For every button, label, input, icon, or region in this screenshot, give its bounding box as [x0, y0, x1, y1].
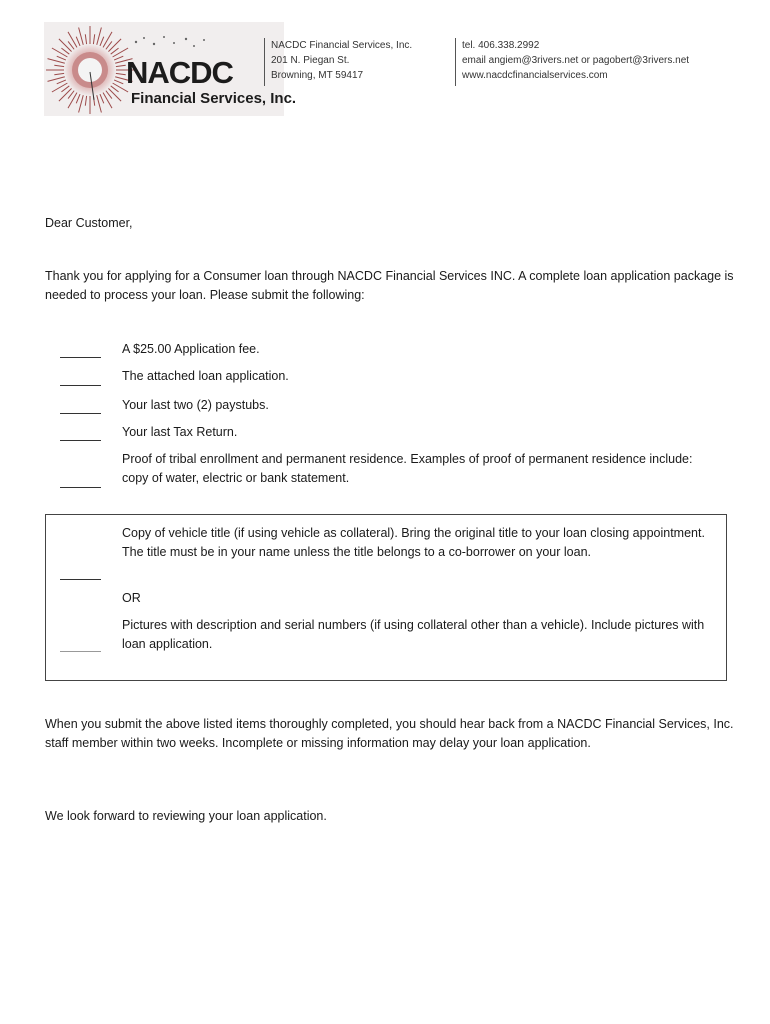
sunburst-ray: [68, 32, 77, 48]
checklist-item-tax-return: Your last Tax Return.: [122, 425, 238, 439]
sunburst-ray: [68, 93, 77, 109]
logo-name: NACDC: [126, 55, 233, 90]
company-logo: [44, 22, 297, 116]
address-line: Browning, MT 59417: [271, 70, 364, 81]
sunburst-ray: [114, 80, 123, 84]
sunburst-ray: [47, 59, 64, 64]
sunburst-ray: [103, 32, 112, 48]
checklist-blank: [60, 384, 101, 386]
sunburst-ray: [54, 73, 64, 74]
sunburst-ray: [52, 48, 68, 57]
checklist-blank: [60, 356, 101, 358]
sunburst-ray: [97, 95, 102, 112]
sunburst-ray: [57, 56, 66, 60]
sunburst-ray: [114, 56, 123, 60]
sunburst-ray: [85, 96, 86, 106]
sunburst-ray: [103, 93, 112, 109]
intro-paragraph: Thank you for applying for a Consumer loan through NACDC Financial Services INC. A complete loan application package is needed to process your loan. Please submit the following:: [45, 269, 734, 302]
email-line: email angiem@3rivers.net or pagobert@3rivers.net: [462, 55, 690, 66]
sunburst-ray: [47, 77, 64, 82]
address-block: [264, 38, 412, 86]
sunburst-ray: [59, 39, 72, 52]
sunburst-ray: [93, 34, 94, 44]
checklist-item-application: The attached loan application.: [122, 369, 289, 383]
sunburst-ray: [52, 83, 68, 92]
checklist-blank: [60, 650, 101, 652]
sunburst-ray: [68, 91, 74, 99]
sunburst-ray: [108, 88, 121, 101]
sunburst-ray: [111, 86, 119, 92]
checklist-blank: [60, 578, 101, 580]
checklist-blank: [60, 486, 101, 488]
sunburst-ray: [106, 41, 112, 49]
address-line: 201 N. Piegan St.: [271, 55, 350, 66]
sunburst-ray: [97, 27, 102, 44]
sunburst-ray: [61, 86, 69, 92]
sunburst-ray: [116, 73, 126, 74]
sunburst-ray: [116, 65, 126, 66]
closing-paragraph: When you submit the above listed items thoroughly completed, you should hear back from a NACDC Financial Services, Inc. staff member within two weeks. Incomplete or missing information may delay your loan application.: [45, 717, 734, 750]
collateral-vehicle-title: Copy of vehicle title (if using vehicle as collateral). Bring the original title to your loan closing appointment. The title must be in your name unless the title belongs to a co-borrower on your loan.: [122, 526, 705, 559]
sunburst-ray: [76, 37, 80, 46]
sunburst-ray: [57, 80, 66, 84]
sunburst-ray: [100, 37, 104, 46]
address-line: NACDC Financial Services, Inc.: [271, 40, 413, 51]
checklist-item-paystubs: Your last two (2) paystubs.: [122, 398, 269, 412]
checklist-item-fee: A $25.00 Application fee.: [122, 342, 260, 356]
sunburst-ray: [106, 91, 112, 99]
phone-line: tel. 406.338.2992: [462, 40, 540, 51]
sunburst-ray: [68, 41, 74, 49]
signoff: We look forward to reviewing your loan application.: [45, 809, 327, 823]
contact-block: [455, 38, 689, 86]
checklist-blank: [60, 412, 101, 414]
collateral-other-pictures: Pictures with description and serial numbers (if using collateral other than a vehicle). Include pictures with loan application.: [122, 618, 705, 651]
sunburst-ray: [111, 48, 119, 54]
sunburst-ray: [76, 94, 80, 103]
sunburst-ray: [54, 65, 64, 66]
collateral-or: OR: [122, 591, 141, 605]
sunburst-ray: [59, 88, 72, 101]
sunburst-ray: [79, 27, 84, 44]
checklist-blank: [60, 439, 101, 441]
logo-subtitle: Financial Services, Inc.: [131, 90, 297, 107]
sunburst-ray: [100, 94, 104, 103]
checklist-item-residence: Proof of tribal enrollment and permanent residence. Examples of proof of permanent residence include: copy of water, electric or bank statement.: [122, 452, 693, 485]
sunburst-ray: [79, 95, 84, 112]
salutation: Dear Customer,: [45, 216, 133, 230]
website-line: www.nacdcfinancialservices.com: [462, 70, 608, 81]
sunburst-ray: [61, 48, 69, 54]
sunburst-ray: [85, 34, 86, 44]
sunburst-ray: [108, 39, 121, 52]
